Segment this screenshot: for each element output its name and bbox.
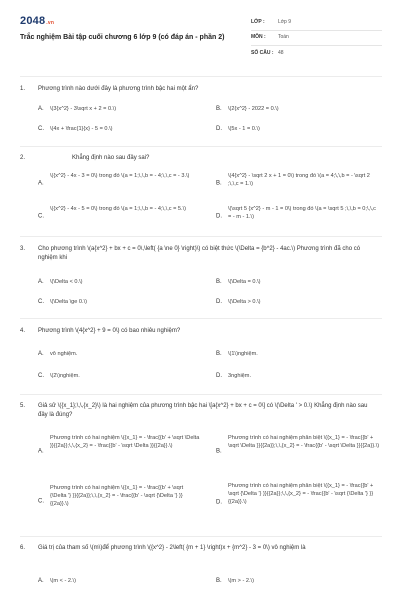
meta-row-count [251, 46, 382, 61]
option-letter: A. [38, 180, 44, 187]
option-text: Phương trình có hai nghiệm \({x_1} = - \frac{{b' + \sqrt \Delta }}{{2a}};\,\,{x_2} = - \frac{{b' - \sqrt \Delta }}{{2a}}.\) [50, 435, 200, 450]
question-number: 3. [20, 246, 26, 252]
question-5 [20, 394, 382, 534]
option-letter: D. [216, 213, 222, 220]
option-text: \(2{x^2} - 2022 = 0.\) [228, 106, 279, 112]
option-text: Phương trình có hai nghiệm phân biệt \({x_1} = - \frac{{b' + \sqrt {\Delta '} }}{{2a}};\,\,{x_2} = - \frac{{b' - \sqrt {\Delta '} }}{{2a}}.\) [228, 483, 374, 506]
option-text: \(5x - 1 = 0.\) [228, 126, 260, 132]
option-letter: D. [216, 499, 222, 506]
option-a[interactable] [38, 434, 208, 469]
option-text: \(m > - 2.\) [228, 578, 254, 584]
option-letter: A. [38, 448, 44, 455]
option-a[interactable] [38, 105, 203, 115]
option-text: \(1\)nghiệm. [228, 351, 258, 357]
option-text: Phương trình có hai nghiệm \({x_1} = - \frac{{b' + \sqrt {\Delta '} }}{{2a}};\,\,{x_2} = - \frac{{b' - \sqrt {\Delta '} }}{{2a}}.\) [50, 485, 184, 508]
option-letter: B. [216, 279, 222, 285]
option-text: \(\Delta \ge 0.\) [50, 299, 87, 305]
option-letter: A. [38, 279, 44, 285]
option-text: \(\Delta < 0.\) [50, 279, 83, 285]
question-text: Giả sử \({x_1};\,\,{x_2}\) là hai nghiệm của phương trình bậc hai \[a{x^2} + bx + c = 0\] có \(\Delta ' > 0.\) Khẳng định nào sau đây là đúng? [38, 403, 368, 418]
option-b[interactable] [216, 434, 382, 469]
meta-value: Toán [278, 34, 289, 41]
question-number: 1. [20, 86, 26, 92]
option-text: \(2\)nghiệm. [50, 373, 80, 379]
question-3 [20, 236, 382, 318]
question-text: Phương trình nào dưới đây là phương trình bậc hai một ẩn? [38, 86, 199, 92]
meta-label: SỐ CÂU : [251, 49, 274, 56]
option-c[interactable] [38, 298, 203, 308]
option-b[interactable] [216, 278, 381, 288]
option-d[interactable] [216, 298, 381, 308]
option-text: \(4x + \frac{1}{x} - 5 = 0.\) [50, 126, 113, 132]
question-number: 5. [20, 403, 26, 409]
site-logo[interactable] [20, 14, 54, 30]
option-text: Phương trình có hai nghiệm phân biệt \({x_1} = - \frac{{b' + \sqrt \Delta }}{{2a}};\,\,{x_2} = - \frac{{b' - \sqrt \Delta }}{{2a}}.\) [228, 435, 380, 450]
option-b[interactable] [216, 105, 381, 115]
meta-label: LỚP : [251, 19, 265, 26]
logo-domain: .vn [46, 20, 55, 26]
option-d[interactable] [216, 482, 382, 524]
question-1 [20, 76, 382, 146]
question-number: 2. [20, 155, 26, 161]
option-letter: C. [38, 299, 44, 305]
option-letter: D. [216, 126, 222, 132]
logo-text: 2048 [20, 15, 46, 27]
option-c[interactable] [38, 484, 208, 519]
option-letter: B. [216, 180, 222, 187]
option-d[interactable] [216, 125, 381, 135]
question-text: Cho phương trình \(a{x^2} + bx + c = 0\,\left( {a \ne 0} \right)\) có biệt thức \(\Delta = {b^2} - 4ac.\) Phương trình đã cho có nghiệm khi [38, 246, 361, 261]
option-text: \(\Delta = 0.\) [228, 279, 261, 285]
meta-row-class [251, 16, 382, 31]
meta-value: Lớp 9 [278, 19, 292, 26]
option-a[interactable] [38, 577, 203, 587]
option-text: \(\sqrt 5 {x^2} - m - 1 = 0\) trong đó \(a = \sqrt 5 ;\,\,b = 0;\,\,c = - m - 1.\) [228, 206, 376, 221]
option-letter: B. [216, 106, 222, 112]
option-b[interactable] [216, 172, 381, 196]
question-4 [20, 318, 382, 392]
option-a[interactable] [38, 172, 203, 196]
question-2 [20, 146, 382, 234]
option-letter: C. [38, 498, 44, 505]
option-text: vô nghiệm. [50, 351, 78, 357]
option-c[interactable] [38, 372, 203, 382]
question-text: Phương trình \(4{x^2} + 9 = 0\) có bao nhiêu nghiệm? [38, 328, 181, 334]
option-letter: A. [38, 351, 44, 357]
option-text: \(\Delta > 0.\) [228, 299, 261, 305]
option-a[interactable] [38, 278, 203, 288]
option-text: \({x^2} - 4x - 5 = 0\) trong đó \(a = 1;\,\,b = - 4;\,\,c = 5.\) [50, 206, 187, 212]
option-letter: C. [38, 213, 44, 220]
page-header [20, 14, 382, 66]
question-number: 4. [20, 328, 26, 334]
option-letter: A. [38, 578, 44, 584]
option-c[interactable] [38, 125, 203, 135]
option-letter: B. [216, 448, 222, 455]
option-letter: B. [216, 578, 222, 584]
meta-row-subject [251, 31, 382, 46]
option-a[interactable] [38, 350, 203, 360]
question-number: 6. [20, 545, 26, 551]
meta-table [251, 16, 382, 61]
option-b[interactable] [216, 577, 381, 587]
option-b[interactable] [216, 350, 381, 360]
option-letter: A. [38, 106, 44, 112]
option-c[interactable] [38, 205, 203, 229]
option-text: \({x^2} - 4x - 3 = 0\) trong đó \(a = 1;\,\,b = - 4;\,\,c = - 3.\) [50, 173, 190, 179]
option-letter: C. [38, 126, 44, 132]
question-6 [20, 536, 382, 598]
meta-label: MÔN : [251, 34, 266, 41]
option-letter: C. [38, 373, 44, 379]
option-text: 3nghiệm. [228, 373, 252, 379]
option-letter: D. [216, 373, 222, 379]
option-text: \(m < - 2.\) [50, 578, 76, 584]
question-text: Khẳng định nào sau đây sai? [72, 155, 150, 161]
meta-value: 48 [278, 49, 284, 56]
page-title: Trắc nghiệm Bài tập cuối chương 6 lớp 9 (có đáp án - phần 2) [20, 34, 225, 41]
option-letter: D. [216, 299, 222, 305]
option-d[interactable] [216, 372, 381, 382]
option-letter: B. [216, 351, 222, 357]
option-d[interactable] [216, 205, 381, 229]
option-text: \(4{x^2} - \sqrt 2 x + 1 = 0\) trong đó \(a = 4;\,\,b = - \sqrt 2 ;\,\,c = 1.\) [228, 173, 370, 188]
question-text: Giá trị của tham số \(m\)để phương trình \({x^2} - 2\left( {m + 1} \right)x + {m^2} - 3 = 0\) vô nghiệm là [38, 545, 306, 551]
option-text: \(3{x^2} - 3\sqrt x + 2 = 0.\) [50, 106, 117, 112]
